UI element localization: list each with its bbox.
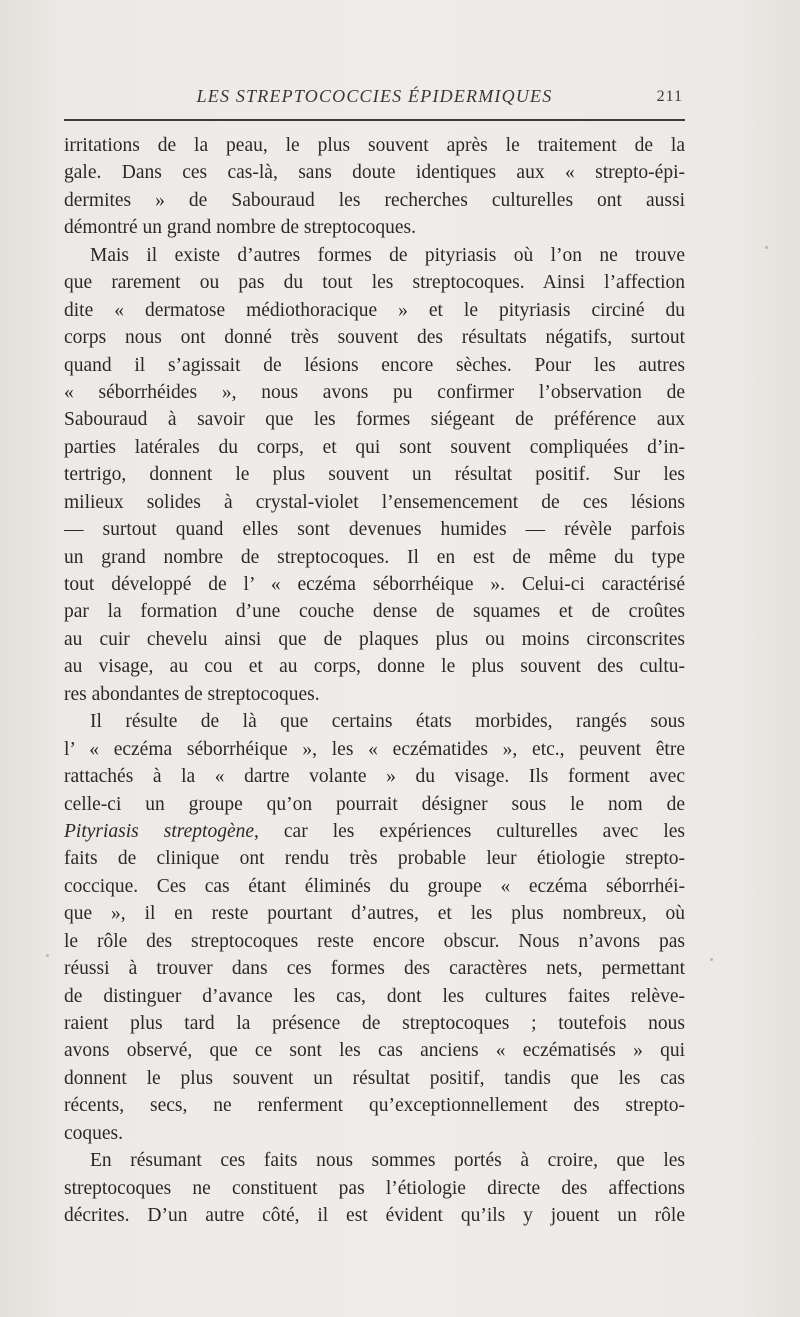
text-line: le rôle des streptocoques reste encore obscur. Nous n’avons pas [64, 930, 685, 952]
text-line: Mais il existe d’autres formes de pityriasis où l’on ne trouve [90, 244, 685, 266]
text-line: au cuir chevelu ainsi que de plaques plus ou moins circonscrites [64, 628, 685, 650]
text-line: raient plus tard la présence de streptocoques ; toutefois nous [64, 1013, 685, 1034]
text-line: dite « dermatose médiothoracique » et le pityriasis circiné du [64, 299, 685, 321]
body-text [64, 132, 685, 1230]
paper-speck [765, 246, 768, 249]
text-line: En résumant ces faits nous sommes portés à croire, que les [90, 1150, 685, 1172]
text-line: décrites. D’un autre côté, il est évident qu’ils y jouent un rôle [64, 1205, 685, 1227]
page-number: 211 [656, 88, 683, 105]
text-line: quand il s’agissait de lésions encore sèches. Pour les autres [64, 354, 685, 376]
text-line: tout développé de l’ « eczéma séborrhéique ». Celui-ci caractérisé [64, 574, 685, 595]
text-line: corps nous ont donné très souvent des résultats négatifs, surtout [64, 327, 685, 349]
text-line: de distinguer d’avance les cas, dont les cultures faites relève- [64, 985, 685, 1007]
text-line: irritations de la peau, le plus souvent après le traitement de la [64, 135, 685, 156]
header-rule [64, 119, 685, 121]
text-line: Pityriasis streptogène, car les expériences culturelles avec les [64, 820, 685, 842]
paper-speck [46, 954, 49, 957]
running-title: LES STREPTOCOCCIES ÉPIDERMIQUES [196, 86, 553, 106]
text-line: que rarement ou pas du tout les streptocoques. Ainsi l’affection [64, 272, 685, 294]
text-line: res abondantes de streptocoques. [64, 683, 320, 705]
page-header [64, 86, 685, 110]
text-line: dermites » de Sabouraud les recherches culturelles ont aussi [64, 189, 685, 211]
text-line: milieux solides à crystal-violet l’ensemencement de ces lésions [64, 491, 685, 513]
text-line: avons observé, que ce sont les cas anciens « eczématisés » qui [64, 1040, 685, 1062]
text-line: coques. [64, 1122, 124, 1144]
text-line: par la formation d’une couche dense de squames et de croûtes [64, 601, 685, 623]
text-line: Il résulte de là que certains états morbides, rangés sous [90, 711, 685, 733]
text-line: au visage, au cou et au corps, donne le plus souvent des cultu- [64, 656, 685, 678]
text-line: que », il en reste pourtant d’autres, et les plus nombreux, où [64, 903, 685, 925]
text-line: réussi à trouver dans ces formes des caractères nets, permettant [64, 958, 685, 980]
text-line: récents, secs, ne renferment qu’exceptionnellement des strepto- [64, 1095, 685, 1117]
text-line: tertrigo, donnent le plus souvent un résultat positif. Sur les [64, 464, 685, 486]
text-line: celle-ci un groupe qu’on pourrait désigner sous le nom de [64, 793, 685, 815]
text-line: faits de clinique ont rendu très probable leur étiologie strepto- [64, 848, 685, 870]
text-line: l’ « eczéma séborrhéique », les « eczématides », etc., peuvent être [64, 738, 685, 760]
text-line: rattachés à la « dartre volante » du visage. Ils forment avec [64, 766, 685, 788]
paper-speck [710, 958, 713, 961]
text-line: « séborrhéides », nous avons pu confirmer l’observation de [64, 381, 685, 403]
italic-term: Pityriasis streptogène [64, 820, 255, 842]
text-line: Sabouraud à savoir que les formes siégeant de préférence aux [64, 409, 685, 431]
text-line: gale. Dans ces cas-là, sans doute identiques aux « strepto-épi- [64, 162, 685, 184]
text-line: un grand nombre de streptocoques. Il en est de même du type [64, 546, 685, 568]
text-line: coccique. Ces cas étant éliminés du groupe « eczéma séborrhéi- [64, 875, 685, 897]
text-line: streptocoques ne constituent pas l’étiologie directe des affections [64, 1177, 685, 1199]
text-line: donnent le plus souvent un résultat positif, tandis que les cas [64, 1067, 685, 1089]
text-line: — surtout quand elles sont devenues humides — révèle parfois [64, 519, 685, 541]
text-line: démontré un grand nombre de streptocoques. [64, 217, 416, 239]
text-line: parties latérales du corps, et qui sont souvent compliquées d’in- [64, 436, 685, 458]
